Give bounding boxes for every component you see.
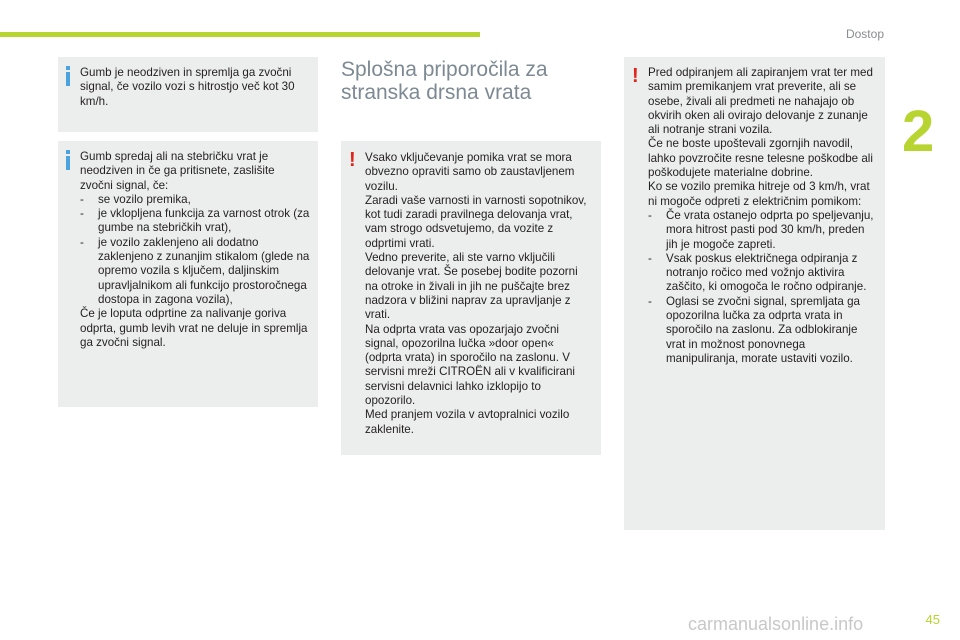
warning-box-right-text: Pred odpiranjem ali zapiranjem vrat ter med samim premikanjem vrat preverite, ali se osebe, živali ali predmeti ne nahajajo ob okvirih oken ali ovirajo delovanje z zunanje ali notranje strani vozila. Če ne boste upoštevali zgornjih navodil, lahko povzročite resne telesne poškodbe ali poškodujete materialne dobrine. Ko se vozilo premika hitreje od 3 km/h, vrat ni mogoče odpreti z električnim pomikom: [648,66,873,208]
warning-icon: ! [349,149,356,171]
chapter-number: 2 [902,99,935,164]
info-box-1 [58,57,318,132]
watermark: carmanualsonline.info [688,614,864,634]
list-item: - je vklopljena funkcija za varnost otrok (za gumbe na stebričkih vrat), [80,207,310,236]
list-item: - Oglasi se zvočni signal, spremljata ga opozorilna lučka za odprta vrata in sporočilo na zaslonu. Za odblokiranje vrat in možnost ponovnega manipuliranja, morate ustaviti vozilo. [648,295,879,366]
section-label: Dostop [845,27,884,41]
info-box-2-list [80,193,310,307]
warning-box-middle [341,141,601,455]
list-item: - se vozilo premika, [80,193,310,207]
top-accent-bar [0,32,480,37]
list-item: - Če vrata ostanejo odprta po speljevanju, mora hitrost pasti pod 30 km/h, preden jih je mogoče zapreti. [648,209,879,252]
warning-box-middle-text: Vsako vključevanje pomika vrat se mora obvezno opraviti samo ob zaustavljenem vozilu. Zaradi vaše varnosti in varnosti sopotnikov, kot tudi zaradi pravilnega delovanja vrat, vam strogo odsvetujemo, da vozite z odprtimi vrati. Vedno preverite, ali ste varno vključili delovanje vrat. Še posebej bodite pozorni na otroke in živali in jih ne puščajte brez nadzora v bližini naprav za upravljanje z vrati. Na odprta vrata vas opozarjajo zvočni signal, opozorilna lučka »door open« (odprta vrata) in sporočilo na zaslonu. V servisni mreži CITROËN ali v kvalificirani servisni delavnici lahko izklopijo to opozorilo. Med pranjem vozila v avtopralnici vozilo zaklenite. [365,151,587,436]
info-icon [66,150,70,170]
list-item: - Vsak poskus električnega odpiranja z notranjo ročico med vožnjo aktivira zaščito, ki omogoča le ročno odpiranje. [648,252,879,295]
list-item: - je vozilo zaklenjeno ali dodatno zaklenjeno z zunanjim stikalom (glede na opremo vozila s ključem, daljinskim upravljalnikom ali funkcijo prostoročnega dostopa in zagona vozila), [80,236,310,307]
info-box-1-text: Gumb je neodziven in spremlja ga zvočni signal, če vozilo vozi s hitrostjo več kot 30 km/h. [80,66,298,108]
page-title: Splošna priporočila za stranska drsna vrata [341,58,548,104]
warning-icon: ! [632,65,639,87]
page-number: 45 [925,612,940,627]
info-box-2-intro: Gumb spredaj ali na stebričku vrat je neodziven in če ga pritisnete, zaslišite zvočni signal, če: [80,150,278,192]
info-box-2-outro: Če je loputa odprtine za nalivanje goriva odprta, gumb levih vrat ne deluje in spremlja ga zvočni signal. [80,307,311,349]
warning-box-right-list [648,209,879,366]
info-icon [66,66,70,86]
warning-box-right [624,57,885,530]
info-box-2 [58,141,318,407]
